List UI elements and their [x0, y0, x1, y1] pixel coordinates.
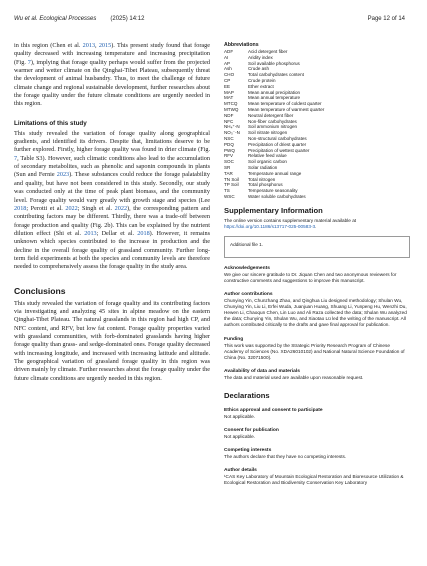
- abbreviation-term: EE: [224, 83, 231, 89]
- text-run: ). These substances could reduce the forage palatability and quality, but have not been considered in this study. Secondly, our study was conducted only at the time of peak plant biomass, and the community level. Forage quality would vary greatly with growth stage and species (Lee: [14, 171, 210, 204]
- abbreviation-term: NFC: [224, 118, 234, 124]
- abbreviation-definition: Precipitation of driest quarter: [248, 141, 307, 147]
- abbreviation-definition: Non-fiber carbohydrates: [248, 118, 297, 124]
- funding-text: This work was supported by the Strategic Priority Research Program of Chinese Academy of Sciences (No. XDA26010102) and National Natural Science Foundation of China (No. 32071500).: [224, 342, 405, 360]
- right-column: [224, 42, 410, 486]
- abbreviation-definition: Neutral detergent fiber: [248, 112, 294, 118]
- journal-name: Wu et al. Ecological Processes: [14, 16, 97, 22]
- abbreviation-definition: Soil nitrate nitrogen: [248, 130, 288, 136]
- text-run: ), implying that forage quality perhaps would suffer from the projected warmer and wetter climate on the Qinghai-Tibet Plateau, subsequently threat the development of animal husbandry. Thus, to meet the challenge of future climate change and regional sustainable development, further researches about the forage quality under the future climate conditions are urgently needed in this region.: [14, 58, 210, 108]
- citation-link[interactable]: 2013: [84, 229, 97, 237]
- abbreviation-definition: Crude ash: [248, 66, 269, 72]
- citation-link[interactable]: 2015: [98, 42, 112, 49]
- left-column: [14, 42, 210, 383]
- abbreviation-term: SOC: [224, 159, 234, 165]
- text-run: , Table S3). However, such climatic conditions also lead to the accumulation of secondary metabolites, such as phenolic and saponin compounds in plants (Sun and Fernie: [14, 154, 210, 179]
- abbreviation-definition: Mean temperature of warmest quarter: [248, 106, 325, 112]
- abbreviation-row: [224, 194, 410, 200]
- abbreviation-definition: Precipitation of wettest quarter: [248, 147, 310, 153]
- text-run: in this region (Chen et al.: [14, 42, 83, 49]
- additional-file-box[interactable]: [224, 236, 410, 258]
- abbreviation-definition: Water soluble carbohydrates: [248, 193, 306, 199]
- abbreviations-list: [224, 49, 410, 200]
- abbreviation-definition: Ether extract: [248, 83, 274, 89]
- abbreviation-definition: Solar radiation: [248, 164, 278, 170]
- abbreviation-term: MAP: [224, 89, 234, 95]
- abbreviation-term: NH₄⁺-N: [224, 124, 240, 130]
- abbreviation-definition: Relative feed value: [248, 153, 287, 159]
- limitations-paragraph: [14, 130, 210, 272]
- abbreviation-definition: Soil organic carbon: [248, 159, 287, 165]
- text-run: ; Perotti et al.: [26, 204, 66, 212]
- abbreviation-term: SR: [224, 164, 231, 170]
- abbreviation-definition: Acid detergent fiber: [248, 49, 288, 54]
- abbreviation-term: TP Soil: [224, 182, 239, 188]
- text-run: ; Singh et al.: [77, 204, 115, 212]
- limitations-heading: Limitations of this study: [14, 119, 87, 127]
- abbreviation-definition: Mean annual precipitation: [248, 89, 301, 95]
- abbreviation-definition: Mean temperature of coldest quarter: [248, 101, 322, 107]
- consent-heading: Consent for publication: [224, 428, 279, 434]
- abbreviation-definition: Non-structural carbohydrates: [248, 135, 307, 141]
- citation-link[interactable]: 2018: [137, 229, 150, 237]
- abbreviation-definition: Crude protein: [248, 77, 276, 83]
- page-number: Page 12 of 14: [367, 16, 405, 22]
- availability-text: The data and material used are available upon reasonable request.: [224, 374, 364, 380]
- abbreviation-term: AP: [224, 60, 231, 66]
- abbreviation-term: CHO: [224, 72, 235, 78]
- figure-link[interactable]: 7: [27, 58, 31, 66]
- abbreviation-term: TS: [224, 188, 230, 194]
- text-run: ), the corresponding pattern and contributing factors may be different. Thirdly, there was a trade-off between forage production and quality (Fig. 2b). This can be explained by the nutrient dilution effect (Shi et al.: [14, 204, 210, 237]
- abbreviation-term: NSC: [224, 135, 234, 141]
- ethics-text: Not applicable.: [224, 413, 256, 419]
- abbreviation-term: PDQ: [224, 141, 234, 147]
- abbreviation-term: WSC: [224, 193, 235, 199]
- abbreviation-term: TAR: [224, 170, 233, 176]
- text-run: ). This present study found that forage quality decreased with increasing temperature and increasing precipitation (Fig.: [14, 42, 210, 66]
- doi-link[interactable]: https://doi.org/10.1186/s13717-025-00583-3: [224, 223, 316, 229]
- abbreviation-term: MAT: [224, 95, 234, 101]
- abbreviation-definition: Mean annual temperature: [248, 95, 301, 101]
- abbreviation-definition: Total carbohydrates content: [248, 72, 304, 78]
- supplementary-text: [224, 218, 410, 230]
- ethics-heading: Ethics approval and consent to participate: [224, 407, 323, 413]
- abbreviations-heading: Abbreviations: [224, 42, 259, 48]
- abbreviation-term: ADF: [224, 49, 234, 54]
- competing-interests-heading: Competing interests: [224, 448, 272, 454]
- journal-volume: (2025) 14:12: [110, 16, 145, 22]
- abbreviation-term: AI: [224, 54, 229, 60]
- intro-paragraph: [14, 42, 210, 109]
- abbreviation-term: NO₃⁻-N: [224, 130, 240, 136]
- abbreviation-definition: Temperature annual range: [248, 170, 302, 176]
- conclusions-heading: Conclusions: [14, 285, 66, 296]
- funding-heading: Funding: [224, 336, 244, 342]
- abbreviation-definition: Aridity index: [248, 54, 273, 60]
- text-run: .: [315, 223, 317, 229]
- author-details-text: ¹CAS Key Laboratory of Mountain Ecological Restoration and Bioresource Utilization & Ecological Restoration and Biodiversity Conservation Key Laboratory: [224, 474, 404, 486]
- abbreviation-definition: Soil available phosphorus: [248, 60, 300, 66]
- citation-link[interactable]: 2018: [14, 204, 27, 212]
- abbreviation-definition: Total nitrogen: [248, 176, 276, 182]
- author-contributions-heading: Author contributions: [224, 292, 273, 298]
- abbreviation-definition: Temperature seasonality: [248, 188, 298, 194]
- text-run: This study revealed the variation of forage quality along geographical gradients, and identified its drivers. Despite that, limitations deserve to be further explored. Firstly, higher forage quality was found in drier climate (Fig.: [14, 129, 210, 154]
- text-run: ,: [95, 42, 99, 49]
- conclusions-paragraph: This study revealed the variation of forage quality and its contributing factors via investigating and analyzing 45 sites in alpine meadow on the eastern Qinghai-Tibet Plateau. The natural grasslands in this region had high CP, and NFC content, and RFV, but low fat content. Forage quality properties varied with grassland communities, with forb-dominated grasslands having higher forage quality than grass- and sedge-dominated ones. Forage quality decreased with increasing longitude, and increased with increasing latitude and altitude. The geographical variation of grassland forage quality in this region was driven mainly by climate. Further researches about the forage quality under the future climate conditions are urgently needed in this region.: [14, 299, 210, 382]
- abbreviation-term: PWQ: [224, 147, 235, 153]
- competing-interests-text: The authors declare that they have no competing interests.: [224, 454, 347, 460]
- declarations-heading: Declarations: [224, 390, 270, 400]
- running-header-journal: [14, 16, 144, 22]
- text-run: ). However, it remains unknown which species contributed to the increase in production and the decline in the overall forage quality of grassland community. Further long-term field experiments at both the species and community levels are therefore needed to comprehensively assess the forage quality in the study area.: [14, 229, 211, 271]
- figure-link[interactable]: 7: [14, 154, 18, 162]
- abbreviation-definition: Total phosphorus: [248, 182, 283, 188]
- abbreviation-term: MTCQ: [224, 101, 238, 107]
- citation-link[interactable]: 2013: [82, 42, 96, 49]
- abbreviation-term: TN Soil: [224, 176, 239, 182]
- citation-link[interactable]: 2022: [114, 204, 128, 212]
- consent-text: Not applicable.: [224, 434, 256, 440]
- abbreviation-term: RFV: [224, 153, 234, 159]
- abbreviation-term: CP: [224, 77, 231, 83]
- text-run: The online version contains supplementary material available at: [224, 217, 357, 223]
- additional-file-label: Additional file 1.: [230, 241, 264, 247]
- abbreviation-term: Ash: [224, 66, 232, 72]
- acknowledgements-text: We give our sincere gratitude to Dr. Jiquan Chen and two anonymous reviewers for constructive comments and suggestions to improve this manuscript.: [224, 271, 397, 283]
- abbreviation-term: MTWQ: [224, 106, 239, 112]
- author-details-heading: Author details: [224, 468, 257, 474]
- author-contributions-text: Chunying Yin, Chunzhang Zhao, and Qinghua Liu designed methodology; Shulan Wu, Chunying Yin, Liu Li, Erfei Wuda, Juanjuan Huang, Shuang Li, Yunpeng Hu, Wenzhi Du, Hewen Li, Chaoqun Chen, Lin Luo and Ali Raza collected the data; Shulan Wu analyzed the data; Chunying Yin, Shulan Wu, and Xiaotao Lü led the writing of the manuscript. All authors contributed critically to the drafts and gave final approval for publication.: [224, 298, 407, 328]
- abbreviation-term: NDF: [224, 112, 234, 118]
- citation-link[interactable]: 2022: [65, 204, 78, 212]
- text-run: ; Dellar et al.: [96, 229, 138, 237]
- supplementary-heading: Supplementary Information: [224, 205, 323, 215]
- acknowledgements-heading: Acknowledgements: [224, 265, 270, 271]
- citation-link[interactable]: 2023: [56, 171, 70, 179]
- abbreviation-definition: Soil ammonium nitrogen: [248, 124, 298, 130]
- availability-heading: Availability of data and materials: [224, 368, 300, 374]
